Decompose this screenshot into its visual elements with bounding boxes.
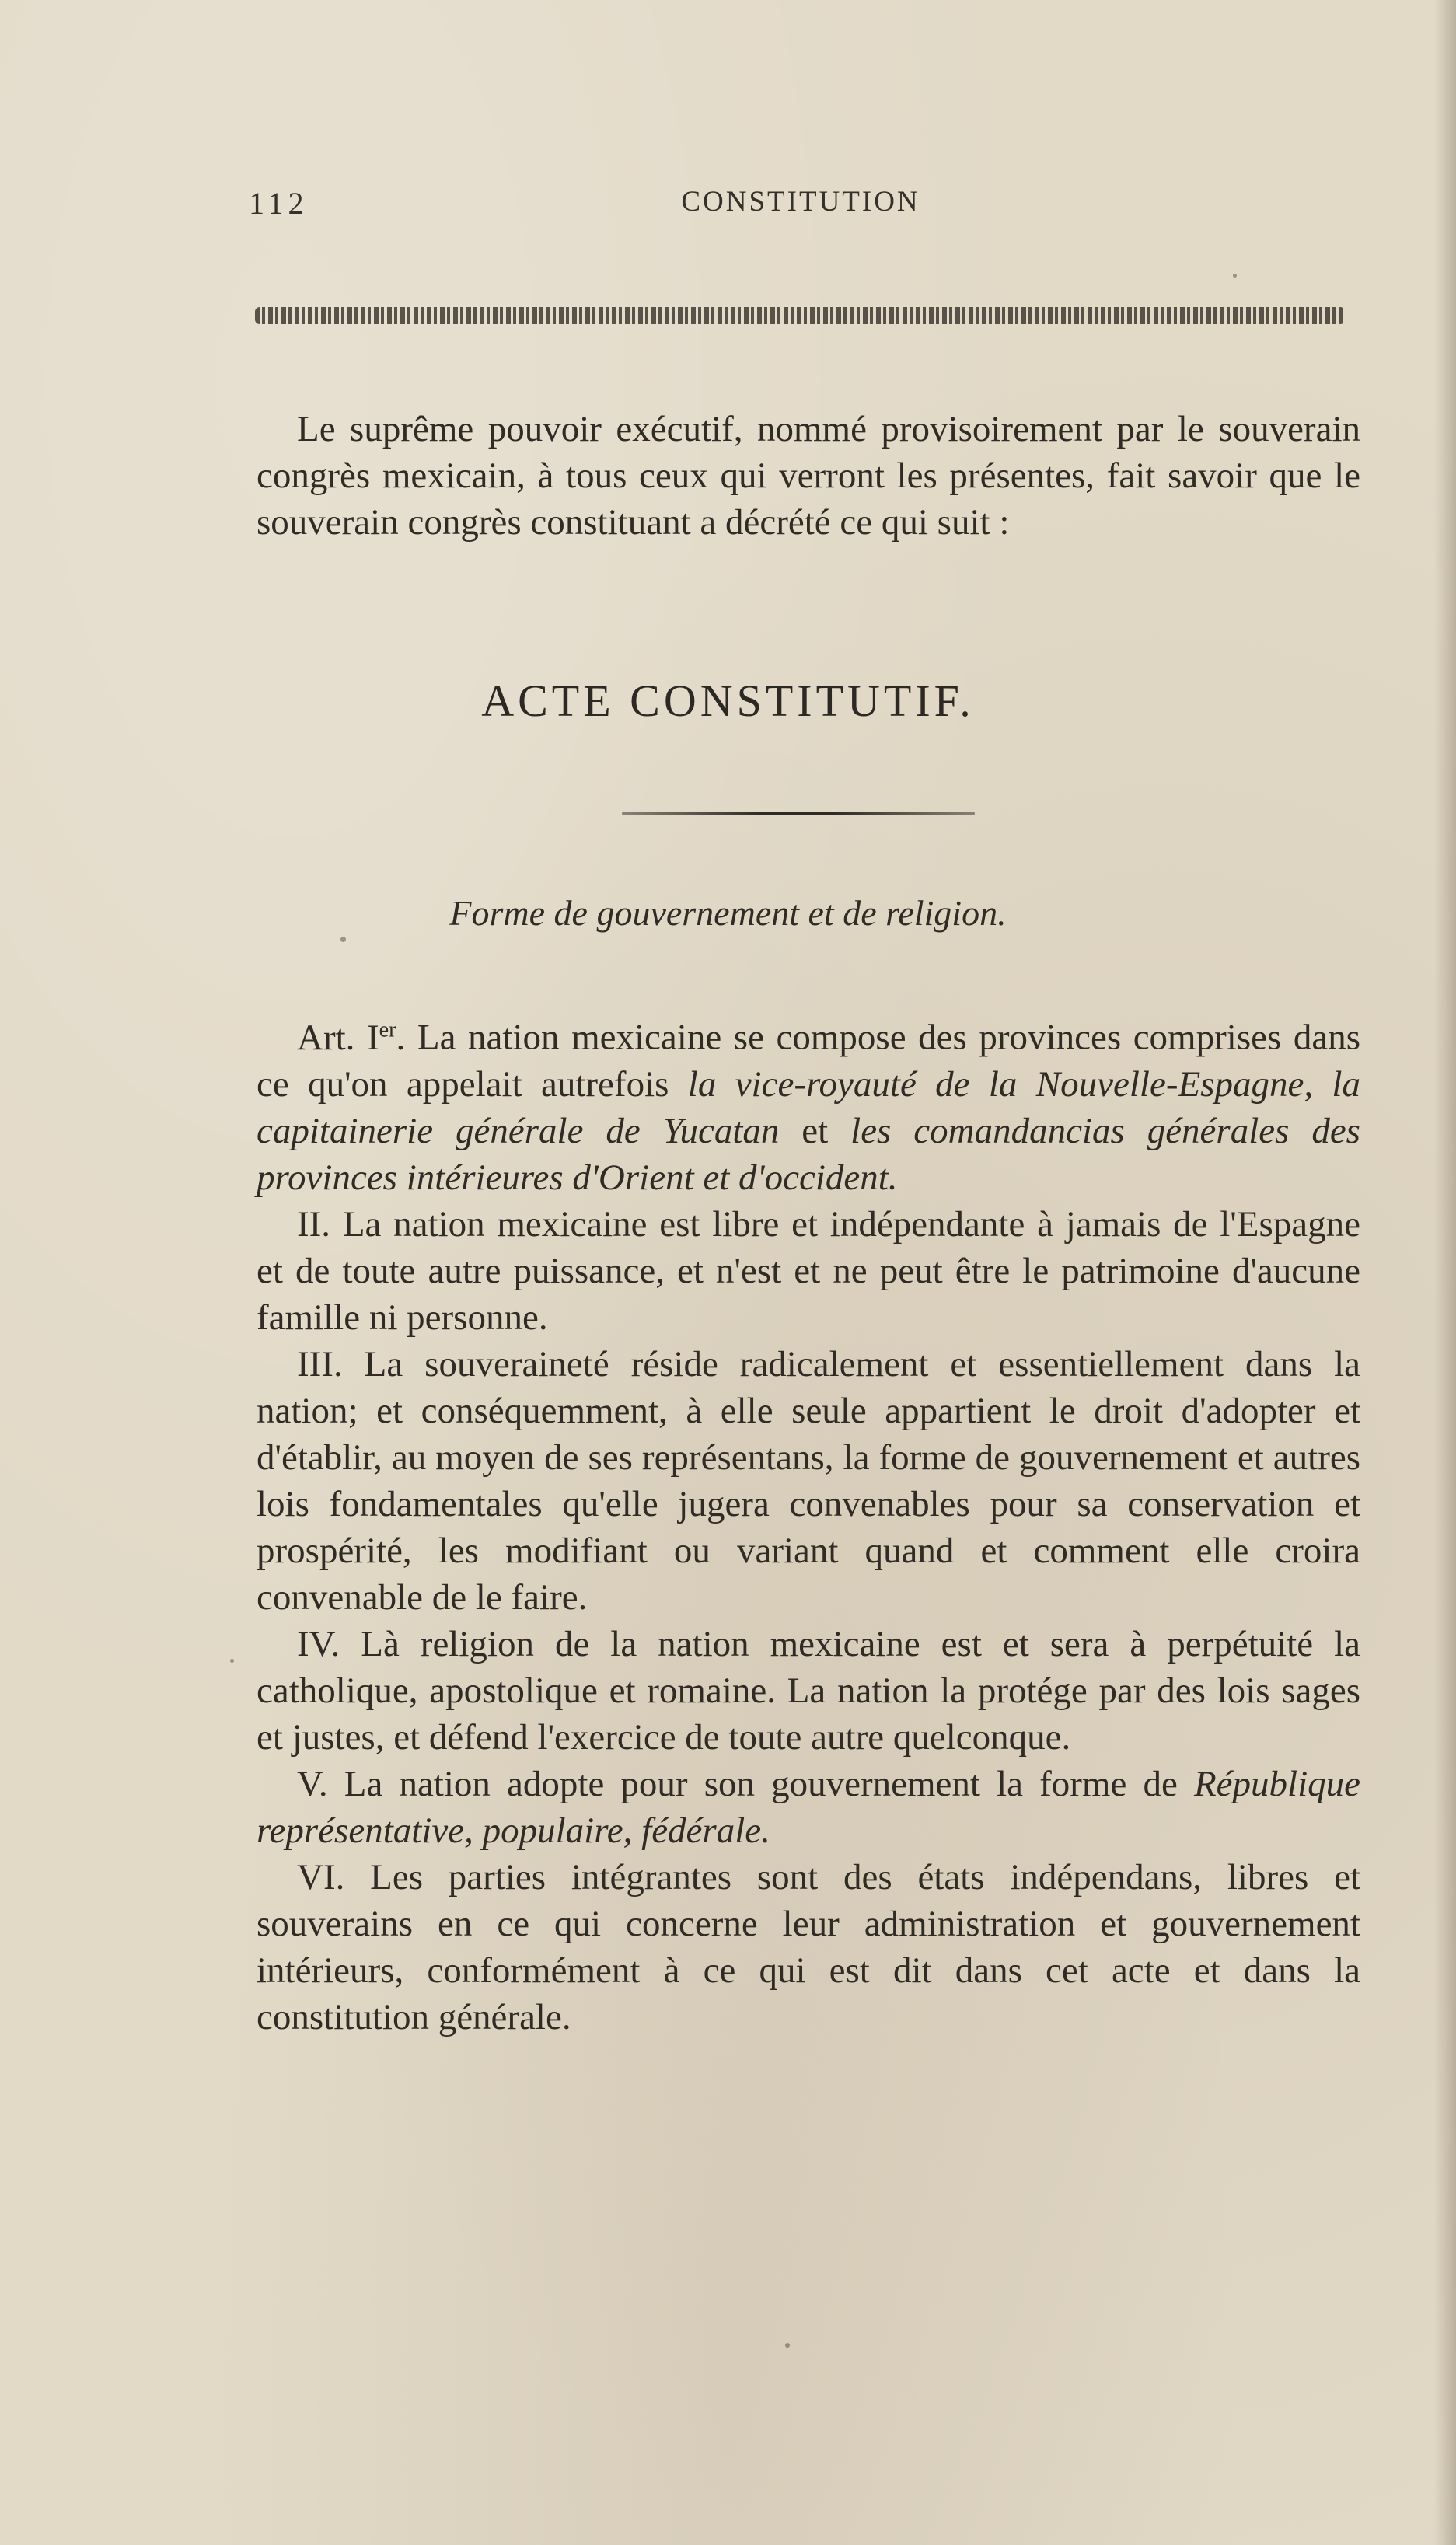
article-text: La nation mexicaine est libre et indépendante à jamais de l'Espagne et de toute autre puissance, et n'est et ne peut être le patrimoine d'aucune famille ni personne. <box>257 1203 1360 1338</box>
title-divider-rule <box>622 812 975 815</box>
article-3 <box>257 1341 1360 1621</box>
article-number-text: Art. I <box>297 1017 379 1058</box>
page-edge-shadow <box>1434 0 1456 2545</box>
section-heading: Forme de gouvernement et de religion. <box>449 893 1007 933</box>
article-number-superscript: er <box>379 1018 396 1042</box>
article-text: La nation adopte pour son gouvernement la forme de <box>327 1763 1194 1804</box>
paper-speck <box>230 1659 234 1663</box>
article-2 <box>257 1201 1360 1341</box>
running-head <box>249 185 1353 232</box>
article-text: La nation mexicaine se compose des provinces comprises dans ce qu'on appelait autrefois <box>257 1017 1360 1105</box>
paper-speck <box>340 937 346 942</box>
running-head-title: CONSTITUTION <box>681 186 920 218</box>
articles-block <box>257 1007 1360 2041</box>
article-text-italic: République représentative, populaire, fédérale. <box>257 1763 1360 1851</box>
article-text: Là religion de la nation mexicaine est et sera à perpétuité la catholique, apostolique et romaine. La nation la protége par des lois sages et justes, et défend l'exercice de toute autre quelconque. <box>257 1623 1360 1758</box>
article-4 <box>257 1621 1360 1761</box>
paper-speck <box>1233 274 1237 278</box>
article-text: et <box>779 1110 851 1151</box>
preamble-paragraph: Le suprême pouvoir exécutif, nommé provisoirement par le souverain congrès mexicain, à tous ceux qui verront les présentes, fait savoir que le souverain congrès constituant a décrété ce qui suit : <box>257 409 1360 543</box>
article-number: VI. <box>297 1856 345 1897</box>
paper-speck <box>785 2343 790 2348</box>
article-number-suffix: . <box>396 1017 406 1058</box>
article-6 <box>257 1854 1360 2041</box>
article-number: II. <box>297 1203 331 1245</box>
preamble <box>257 406 1360 546</box>
article-text-italic: la vice-royauté de la Nouvelle-Espagne, la capitainerie générale de Yucatan <box>257 1063 1360 1151</box>
article-1 <box>257 1007 1360 1201</box>
page-number: 112 <box>249 186 309 221</box>
article-text: La souveraineté réside radicalement et essentiellement dans la nation; et conséquemment, à elle seule appartient le droit d'adopter et d'établir, au moyen de ses représentans, la forme de gouvernement et autres lois fondamentales qu'elle jugera convenables pour sa conservation et prospérité, les modifiant ou variant quand et comment elle croira convenable de le faire. <box>257 1343 1360 1618</box>
acte-title: ACTE CONSTITUTIF. <box>481 676 975 726</box>
article-number: III. <box>297 1343 343 1384</box>
article-number: IV. <box>297 1623 340 1664</box>
article-number: V. <box>297 1763 328 1804</box>
article-text: Les parties intégrantes sont des états indépendans, libres et souverains en ce qui concerne leur administration et gouvernement intérieurs, conformément à ce qui est dit dans cet acte et dans la constitution générale. <box>257 1856 1360 2037</box>
article-5 <box>257 1761 1360 1854</box>
ornamental-rule <box>255 307 1345 324</box>
article-number <box>297 1018 405 1058</box>
article-text-italic: les comandancias générales des provinces intérieures d'Orient et d'occident. <box>257 1110 1360 1198</box>
